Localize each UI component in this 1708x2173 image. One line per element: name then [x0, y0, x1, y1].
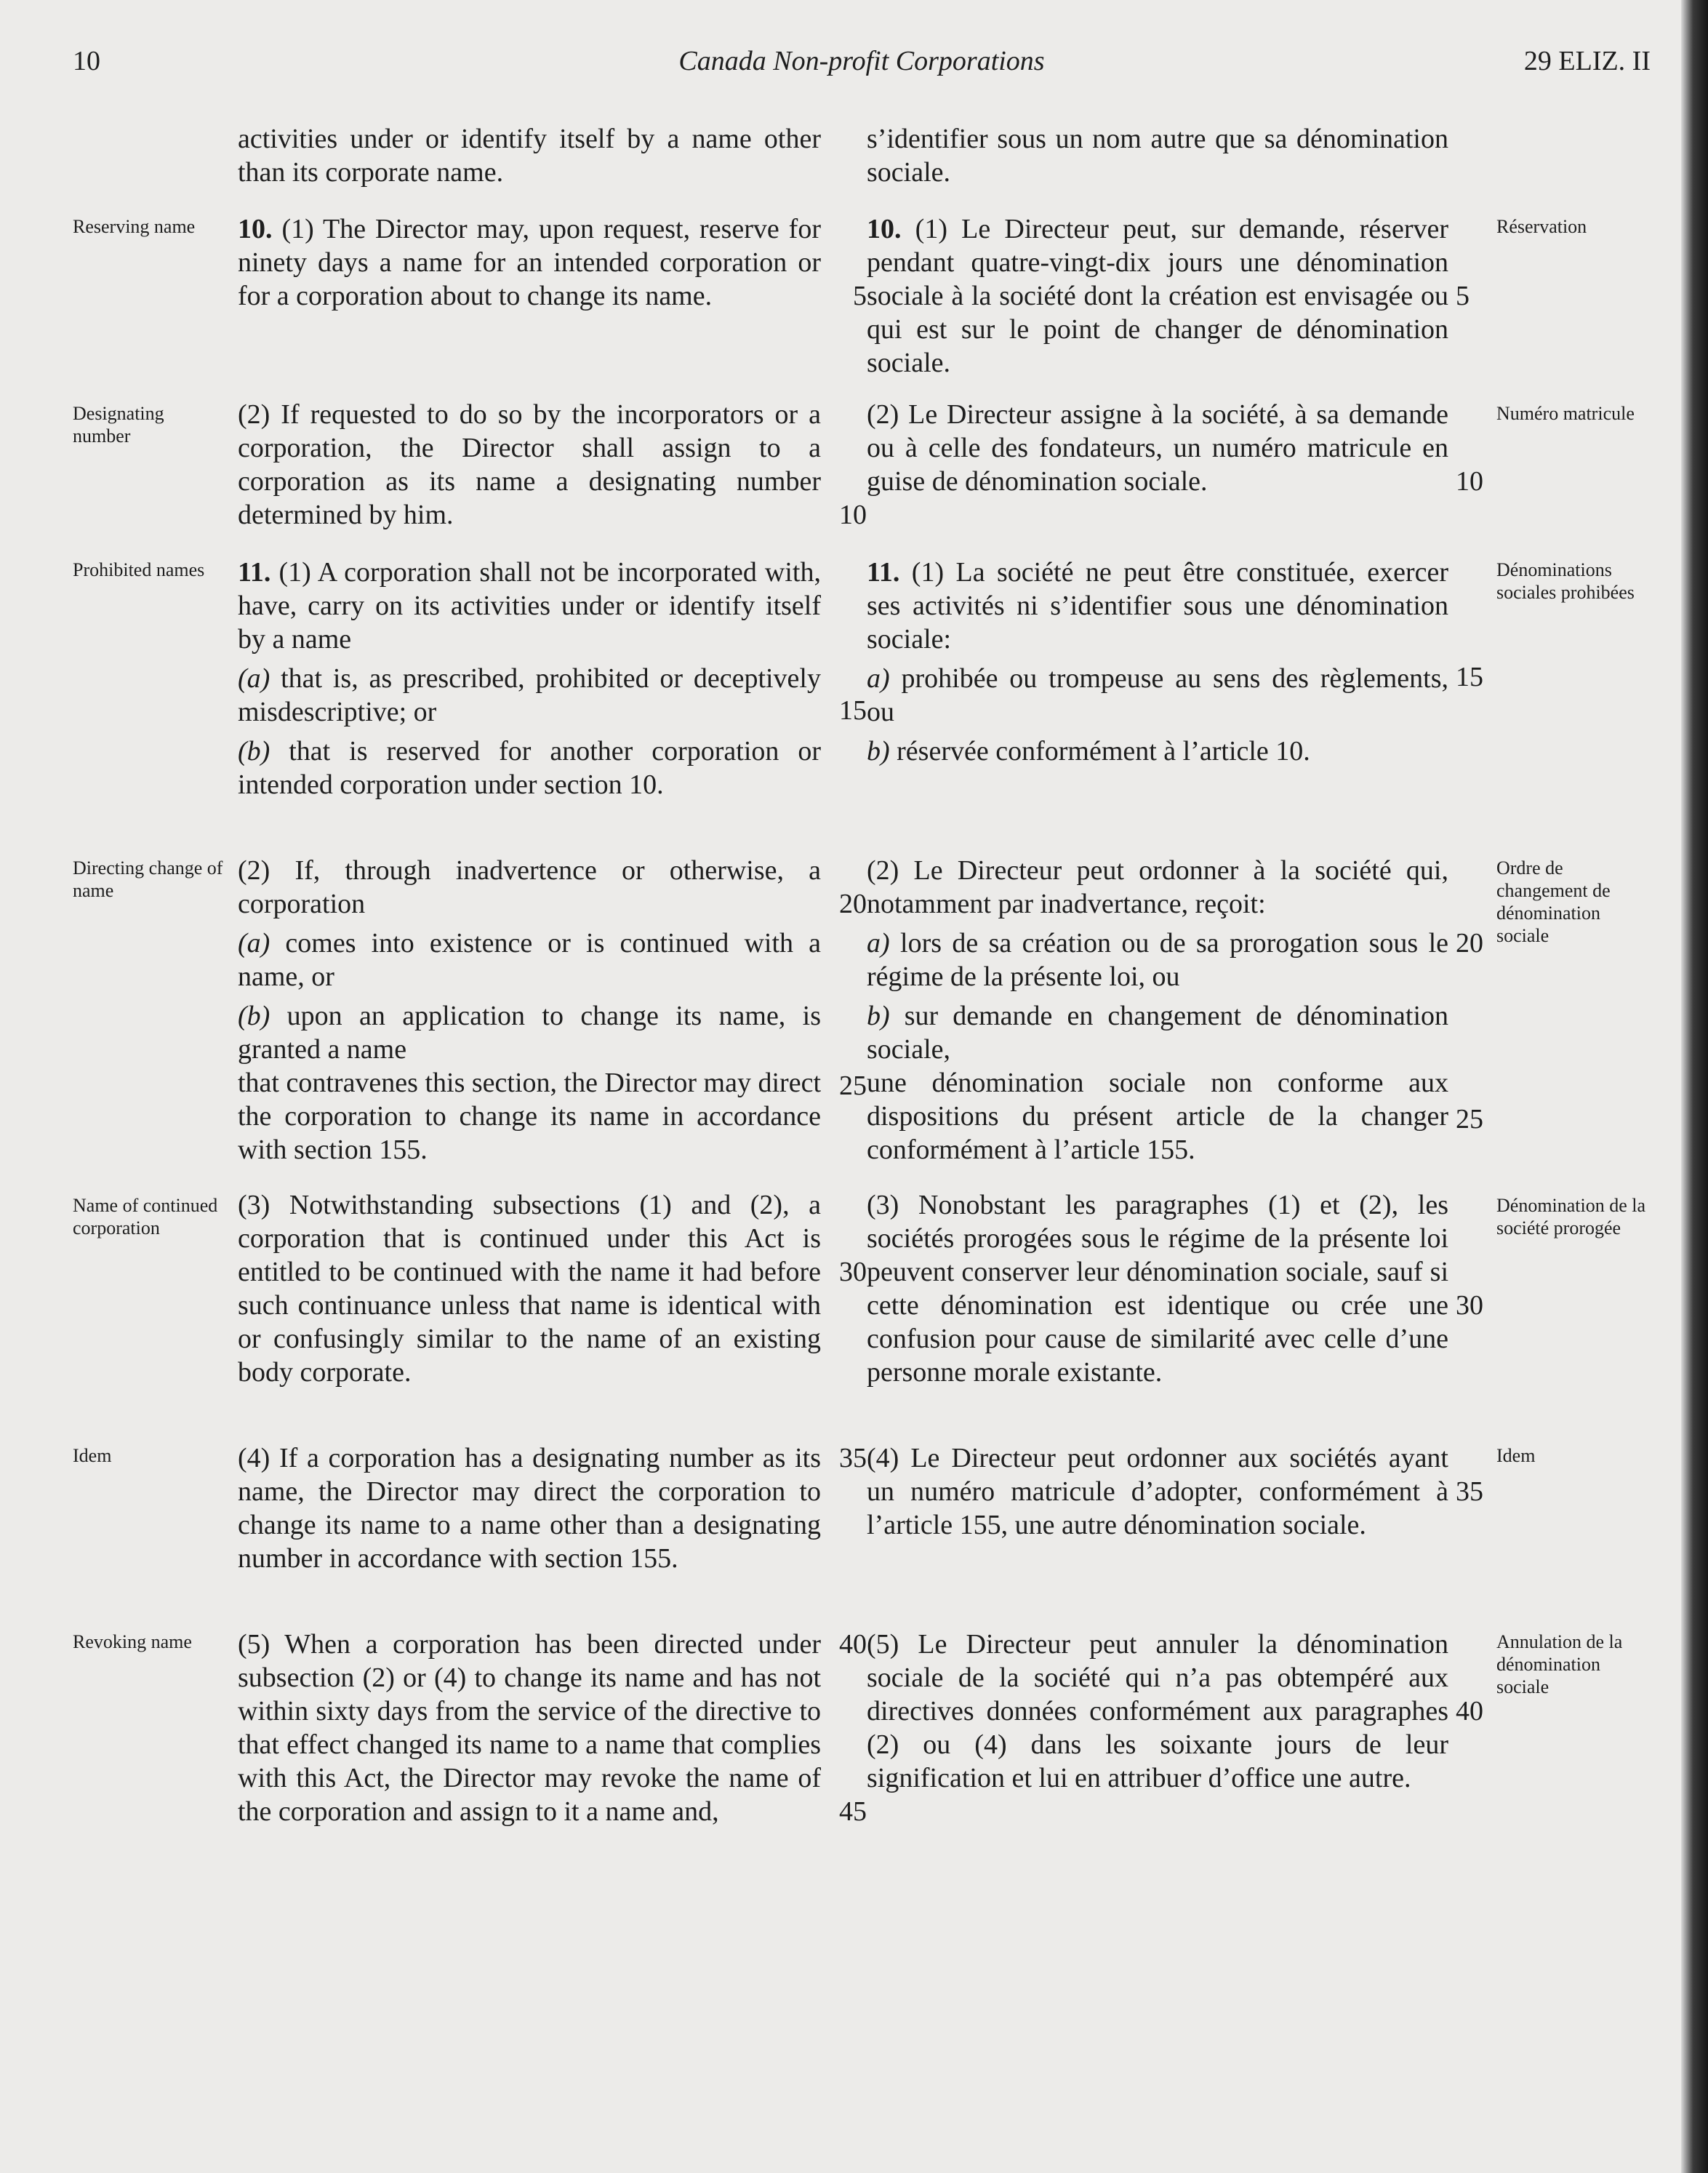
item-label-en: (b) [238, 1001, 270, 1031]
section-number-fr: 10. [867, 214, 902, 244]
line-number-right: 10 [1456, 466, 1483, 497]
item-label-fr: a) [867, 663, 890, 694]
intro-text-fr: s’identifier sous un nom autre que sa dénomination sociale. [867, 124, 1448, 188]
line-number-left: 15 [839, 695, 867, 726]
provision-text-fr: (5) Le Directeur peut annuler la dénomination sociale de la société qui n’a pas obtempéré aux directives données conformément aux paragraphes (2) ou (4) dans les soixante jours de leur signification et lui en attribuer d’office une autre. [867, 1629, 1448, 1793]
provision-text-fr [867, 212, 1448, 380]
line-number-left: 40 [839, 1629, 867, 1660]
line-number-right: 20 [1456, 928, 1483, 959]
line-number-right: 35 [1456, 1476, 1483, 1507]
running-title: Canada Non-profit Corporations [678, 46, 1045, 76]
provision-text-fr [867, 854, 1448, 1166]
line-number-left: 45 [839, 1796, 867, 1827]
marginal-note-en: Directing change of name [73, 857, 223, 901]
item-label-en: (a) [238, 928, 270, 959]
provision-text-en: (2) If requested to do so by the incorporators or a corporation, the Director shall assign to a corporation as its name a designating number determined by him. [238, 399, 821, 530]
page-header [73, 45, 1651, 81]
item-text-en: that is, as prescribed, prohibited or deceptively misdescriptive; or [238, 663, 821, 727]
provision-body-fr: (1) Le Directeur peut, sur demande, réserver pendant quatre-vingt-dix jours une dénomination sociale à la société dont la création est envisagée ou qui est sur le point de changer de dénomination sociale. [867, 214, 1448, 378]
line-number-left: 20 [839, 889, 867, 919]
marginal-note-en: Designating number [73, 403, 164, 447]
item-text-fr: sur demande en changement de dénomination sociale, [867, 1001, 1448, 1065]
marginal-note-en: Name of continued corporation [73, 1195, 218, 1238]
provision-text-en: (3) Notwithstanding subsections (1) and (2), a corporation that is continued under this Act is entitled to be continued with the name it had before such continuance unless that name is identical with or confusingly similar to the name of an existing body corporate. [238, 1190, 821, 1388]
provision-body-fr: (1) La société ne peut être constituée, exercer ses activités ni s’identifier sous une dénomination sociale: [867, 557, 1448, 655]
item-label-en: (a) [238, 663, 270, 694]
line-number-right: 25 [1456, 1104, 1483, 1134]
provision-text-fr: (3) Nonobstant les paragraphes (1) et (2), les sociétés prorogées sous le régime de la présente loi peuvent conserver leur dénomination sociale, sauf si cette dénomination est identique ou crée une confusion pour cause de similarité avec celle d’une personne morale existante. [867, 1190, 1448, 1388]
section-number-en: 11. [238, 557, 271, 588]
item-text-fr: prohibée ou trompeuse au sens des règlements, ou [867, 663, 1448, 727]
marginal-note-en: Revoking name [73, 1631, 192, 1652]
intro-text-en: activities under or identify itself by a name other than its corporate name. [238, 124, 821, 188]
item-text-fr: lors de sa création ou de sa prorogation sous le régime de la présente loi, ou [867, 928, 1448, 992]
marginal-note-fr: Numéro matricule [1496, 403, 1635, 424]
provision-body-en: (2) If, through inadvertence or otherwise, a corporation [238, 855, 821, 919]
line-number-right: 40 [1456, 1696, 1483, 1726]
section-number-en: 10. [238, 214, 273, 244]
line-number-left: 25 [839, 1071, 867, 1101]
page-number: 10 [73, 46, 100, 76]
marginal-note-en: Prohibited names [73, 559, 205, 580]
provision-body-fr: (2) Le Directeur peut ordonner à la société qui, notamment par inadvertance, reçoit: [867, 855, 1448, 919]
item-text-en: comes into existence or is continued with a name, or [238, 928, 821, 992]
page-edge-shadow [1681, 0, 1708, 2173]
provision-text-en [238, 854, 821, 1166]
marginal-note-fr: Idem [1496, 1445, 1536, 1466]
provision-text-en [238, 212, 821, 313]
marginal-note-fr: Dénominations sociales prohibées [1496, 559, 1635, 603]
item-text-fr: réservée conformément à l’article 10. [889, 736, 1310, 767]
marginal-note-fr: Annulation de la dénomination sociale [1496, 1631, 1623, 1697]
provision-tail-fr: une dénomination sociale non conforme aux dispositions du présent article de la changer conformément à l’article 155. [867, 1068, 1448, 1165]
item-label-fr: a) [867, 928, 890, 959]
marginal-note-en: Reserving name [73, 216, 196, 237]
regnal-year: 29 ELIZ. II [1523, 46, 1651, 76]
marginal-note-fr: Ordre de changement de dénomination sociale [1496, 857, 1611, 946]
provision-text-fr: (4) Le Directeur peut ordonner aux sociétés ayant un numéro matricule d’adopter, conformément à l’article 155, une autre dénomination sociale. [867, 1443, 1448, 1540]
line-number-left: 30 [839, 1257, 867, 1287]
line-number-right: 30 [1456, 1290, 1483, 1321]
item-text-en: that is reserved for another corporation or intended corporation under section 10. [238, 736, 821, 800]
line-number-left: 5 [853, 281, 867, 311]
line-number-left: 35 [839, 1443, 867, 1473]
provision-text-fr: (2) Le Directeur assigne à la société, à sa demande ou à celle des fondateurs, un numéro matricule en guise de dénomination sociale. [867, 399, 1448, 497]
marginal-note-fr: Réservation [1496, 216, 1587, 237]
line-number-right: 5 [1456, 281, 1470, 311]
item-label-fr: b) [867, 1001, 890, 1031]
provision-text-en: (5) When a corporation has been directed under subsection (2) or (4) to change its name and has not within sixty days from the service of the directive to that effect changed its name to a name that complies with this Act, the Director may revoke the name of the corporation and assign to it a name and, [238, 1629, 821, 1827]
item-label-fr: b) [867, 736, 890, 767]
marginal-note-en: Idem [73, 1445, 112, 1466]
provision-body-en: (1) A corporation shall not be incorporated with, have, carry on its activities under or identify itself by a name [238, 557, 821, 655]
provision-text-fr [867, 556, 1448, 768]
provision-text-en [238, 556, 821, 801]
provision-text-en: (4) If a corporation has a designating number as its name, the Director may direct the corporation to change its name to a name other than a designating number in accordance with section 155. [238, 1443, 821, 1574]
provision-tail-en: that contravenes this section, the Director may direct the corporation to change its name in accordance with section 155. [238, 1068, 821, 1165]
line-number-right: 15 [1456, 662, 1483, 692]
line-number-left: 10 [839, 500, 867, 530]
item-label-en: (b) [238, 736, 270, 767]
provision-body-en: (1) The Director may, upon request, reserve for ninety days a name for an intended corporation or for a corporation about to change its name. [238, 214, 821, 311]
marginal-note-fr: Dénomination de la société prorogée [1496, 1195, 1646, 1238]
section-number-fr: 11. [867, 557, 900, 588]
item-text-en: upon an application to change its name, is granted a name [238, 1001, 821, 1065]
